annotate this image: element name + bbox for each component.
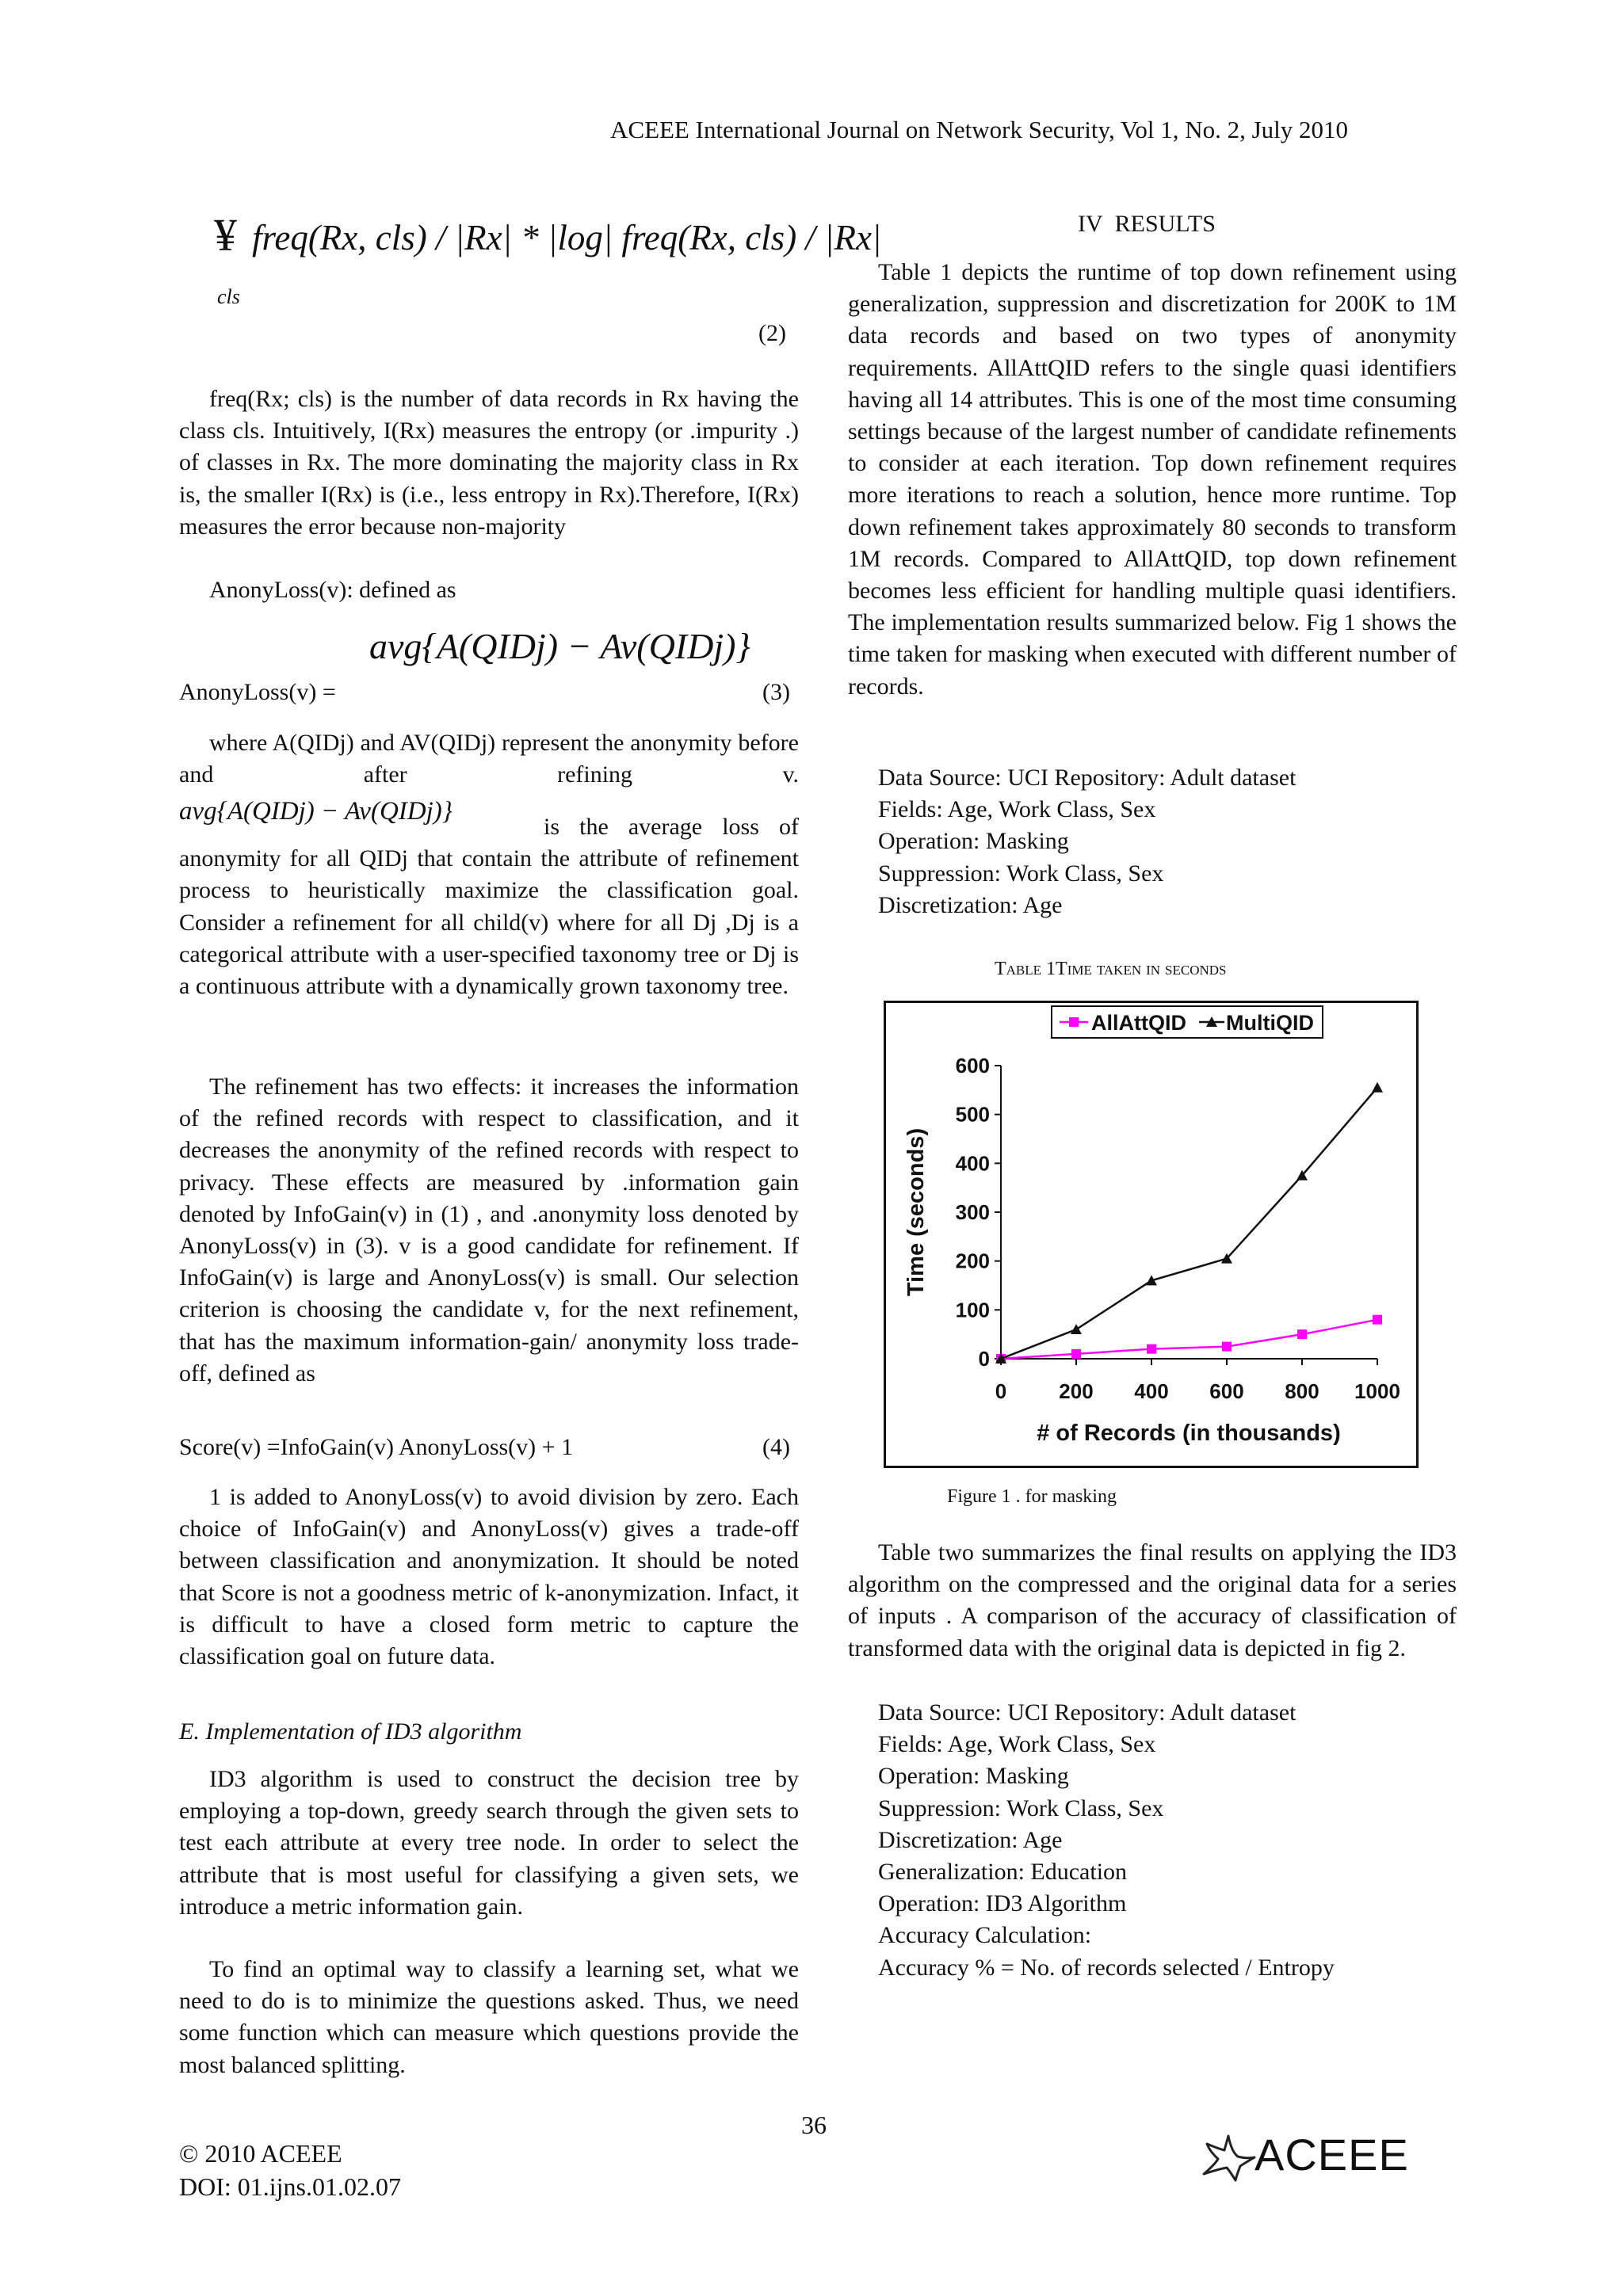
paragraph-refinement: The refinement has two effects: it increases the information of the refined records with respect to classification, and it decreases the anonymity of the refined records with respect to privacy. These effects are measured by .information gain denoted by InfoGain(v) in (1) , and .anonymity loss denoted by AnonyLoss(v) in (3). v is a good candidate for refinement. If InfoGain(v) is large and AnonyLoss(v) is small. Our selection criterion is choosing the candidate v, for the next refinement, that has the maximum information-gain/ anonymity loss trade-off, defined as	[179, 1074, 799, 1386]
aceee-logo-text: ACEEE	[1254, 2130, 1409, 2180]
legend-marker-allattqid	[1069, 1017, 1079, 1027]
list-item: Discretization: Age	[878, 891, 1063, 918]
x-tick-label: 200	[1059, 1379, 1094, 1403]
list-item: Data Source: UCI Repository: Adult dataset	[878, 765, 1296, 791]
y-axis-label: Time (seconds)	[903, 1127, 929, 1297]
list-item: Suppression: Work Class, Sex	[878, 860, 1164, 887]
equation-4-number: (4)	[762, 1434, 790, 1460]
list-item: Accuracy % = No. of records selected / Entropy	[878, 1954, 1335, 1981]
legend-label-multiqid: MultiQID	[1226, 1011, 1314, 1035]
data-point-allattqid	[1147, 1344, 1156, 1354]
paragraph-anonyloss-defined: AnonyLoss(v): defined as	[209, 577, 456, 603]
list-item: Fields: Age, Work Class, Sex	[878, 796, 1156, 823]
data-point-allattqid	[1071, 1349, 1081, 1359]
list-item: Suppression: Work Class, Sex	[878, 1794, 1164, 1821]
equation-3-body: avg{A(QIDj) − Av(QIDj)}	[369, 626, 750, 666]
table-caption: Table 1Time taken in seconds	[995, 959, 1227, 979]
copyright: © 2010 ACEEE	[179, 2139, 342, 2168]
list-item: Data Source: UCI Repository: Adult dataset	[878, 1699, 1296, 1726]
list-item: Operation: Masking	[878, 1763, 1069, 1790]
y-tick-label: 100	[955, 1298, 990, 1322]
section-heading-results: IV RESULTS	[1078, 211, 1216, 237]
equation-inline-avg: avg{A(QIDj) − Av(QIDj)}	[179, 797, 453, 826]
paragraph-table1: Table 1 depicts the runtime of top down refinement using generalization, suppression and discretization for 200K to 1M data records and based on two types of anonymity requirements. AllAttQID refers to the single quasi identifiers having all 14 attributes. This is one of the most time consuming settings because of the largest number of candidate refinements to consider at each iteration. Top down refinement requires more iterations to reach a solution, hence more runtime. Top down refinement takes approximately 80 seconds to transform 1M records. Compared to AllAttQID, top down refinement becomes less efficient for handling multiple quasi identifiers. The implementation results summarized below. Fig 1 shows the time taken for masking when executed with different number of records.	[848, 259, 1457, 700]
paragraph-division-by-zero: 1 is added to AnonyLoss(v) to avoid division by zero. Each choice of InfoGain(v) and AnonyLoss(v) gives a trade-off between classification and anonymization. It should be noted that Score is not a goodness metric of k-anonymization. Infact, it is difficult to have a closed form metric to capture the classification goal on future data.	[179, 1484, 799, 1670]
equation-4: Score(v) =InfoGain(v) AnonyLoss(v) + 1	[179, 1434, 574, 1460]
list-item: Operation: ID3 Algorithm	[878, 1890, 1127, 1917]
section-heading-id3: E. Implementation of ID3 algorithm	[179, 1718, 522, 1745]
equation-2-number: (2)	[758, 320, 786, 346]
paragraph-freq: freq(Rx; cls) is the number of data records in Rx having the class cls. Intuitively, I(Rx) measures the entropy (or .impurity .) of classes in Rx. The more dominating the majority class in Rx is, the smaller I(Rx) is (i.e., less entropy in Rx).Therefore, I(Rx) measures the error because non-majority	[179, 386, 799, 540]
paragraph-optimal: To find an optimal way to classify a learning set, what we need to do is to minimize the questions asked. Thus, we need some function which can measure which questions provide the most balanced splitting.	[179, 1956, 799, 2078]
x-tick-label: 600	[1209, 1379, 1244, 1403]
list-item: Operation: Masking	[878, 828, 1069, 855]
equation-3-number: (3)	[762, 679, 790, 705]
x-tick-label: 0	[995, 1379, 1007, 1403]
data-point-allattqid	[1373, 1315, 1382, 1325]
list-item: Accuracy Calculation:	[878, 1922, 1092, 1949]
paragraph-id3: ID3 algorithm is used to construct the decision tree by employing a top-down, greedy search through the given sets to test each attribute at every tree node. In order to select the attribute that is most useful for classifying a given sets, we introduce a metric information gain.	[179, 1766, 799, 1920]
x-axis-label: # of Records (in thousands)	[1037, 1421, 1341, 1446]
journal-header: ACEEE International Journal on Network Security, Vol 1, No. 2, July 2010	[610, 116, 1349, 143]
legend-label-allattqid: AllAttQID	[1091, 1011, 1186, 1035]
paragraph-where: where A(QIDj) and AV(QIDj) represent the anonymity before and after refining v.	[179, 730, 799, 788]
data-point-allattqid	[1222, 1342, 1232, 1352]
page-number: 36	[801, 2111, 827, 2139]
paragraph-table2: Table two summarizes the final results on applying the ID3 algorithm on the compressed and the original data for a series of inputs . A comparison of the accuracy of classification of transformed data with the original data is depicted in fig 2.	[848, 1539, 1457, 1661]
x-tick-label: 1000	[1354, 1379, 1400, 1403]
y-tick-label: 600	[955, 1054, 990, 1077]
doi: DOI: 01.ijns.01.02.07	[179, 2172, 401, 2201]
paragraph-average-loss: is the average loss of anonymity for all QIDj that contain the attribute of refinement process to heuristically maximize the classification goal. Consider a refinement for all child(v) where for all Dj ,Dj is a categorical attribute with a user-specified taxonomy tree or Dj is a continuous attribute with a dynamically grown taxonomy tree.	[179, 814, 799, 1000]
aceee-logo	[1201, 2130, 1454, 2180]
y-tick-label: 0	[978, 1347, 990, 1371]
aceee-star-icon	[1201, 2133, 1256, 2182]
list-masking-settings	[848, 762, 1457, 921]
y-tick-label: 500	[955, 1102, 990, 1127]
equation-3-lhs: AnonyLoss(v) =	[179, 679, 336, 705]
data-point-allattqid	[1297, 1329, 1307, 1339]
equation-2-sum-symbol: ¥	[214, 209, 237, 261]
x-tick-label: 400	[1134, 1379, 1169, 1403]
list-item: Fields: Age, Work Class, Sex	[878, 1731, 1156, 1758]
y-tick-label: 200	[955, 1249, 990, 1273]
equation-2-subscript: cls	[217, 285, 240, 308]
list-item: Discretization: Age	[878, 1826, 1063, 1853]
equation-2-body: freq(Rx, cls) / |Rx| * |log| freq(Rx, cls) / |Rx|	[252, 218, 882, 257]
figure-1-chart	[884, 1001, 1419, 1468]
x-tick-label: 800	[1285, 1379, 1319, 1403]
figure-caption: Figure 1 . for masking	[947, 1486, 1117, 1507]
list-id3-settings	[848, 1697, 1457, 1984]
list-item: Generalization: Education	[878, 1859, 1128, 1886]
y-tick-label: 400	[955, 1151, 990, 1176]
y-tick-label: 300	[955, 1200, 990, 1224]
